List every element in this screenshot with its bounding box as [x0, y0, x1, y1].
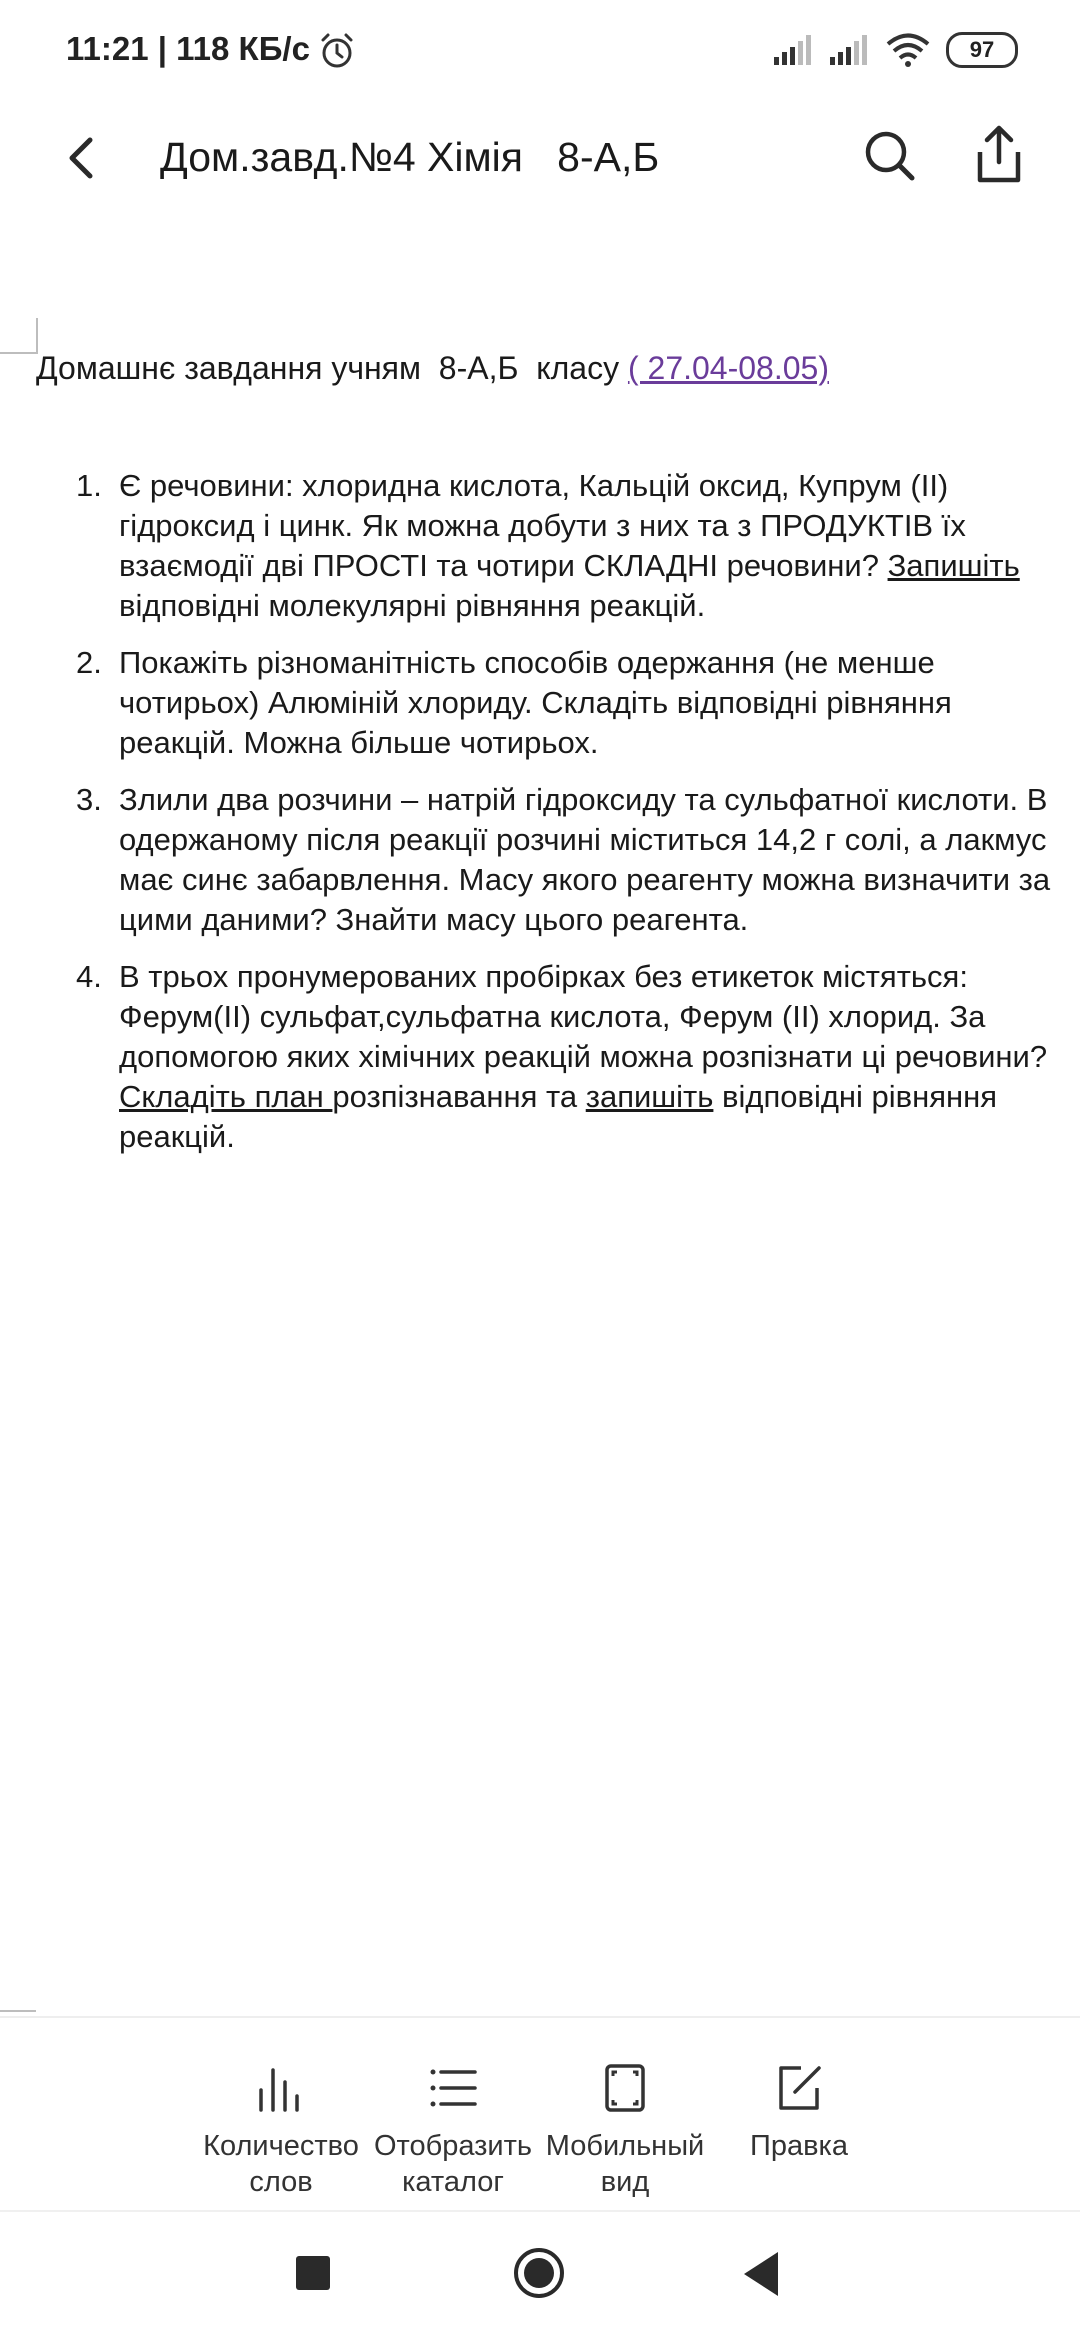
tool-label: Правка — [750, 2130, 848, 2162]
tool-label: Количество — [203, 2130, 359, 2162]
battery-icon — [946, 32, 1018, 68]
tool-label: слов — [249, 2166, 313, 2198]
list-icon — [425, 2060, 481, 2116]
signal-icon — [774, 35, 814, 65]
task-line: Покажіть різноманітність способів одержання (не менше — [119, 645, 935, 680]
task-line: реакцій. Можна більше чотирьох. — [119, 725, 599, 760]
task-line: має синє забарвлення. Масу якого реагенту можна визначити за — [119, 862, 1051, 897]
status-time: 11:21 | 118 КБ/с — [66, 30, 310, 67]
share-icon[interactable] — [966, 122, 1032, 188]
square-icon[interactable] — [296, 2256, 330, 2290]
task-line: Є речовини: хлоридна кислота, Кальцій оксид, Купрум (ІІ) — [119, 468, 949, 503]
edit-icon — [771, 2060, 827, 2116]
task-line: цими даними? Знайти масу цього реагента. — [119, 902, 749, 937]
tool-label: Отобразить — [373, 2130, 533, 2162]
tool-label: каталог — [402, 2166, 504, 2198]
document-title: Дом.завд.№4 Хімія 8-А,Б — [160, 134, 660, 180]
status-icons — [774, 28, 1018, 72]
task-line: Злили два розчини – натрій гідроксиду та сульфатної кислоти. В — [119, 782, 1048, 817]
task-line — [119, 546, 1080, 586]
system-nav-bar — [0, 2212, 1080, 2340]
task-item-4 — [0, 957, 1080, 1157]
task-item-1 — [0, 466, 1080, 626]
status-bar — [0, 0, 1080, 100]
page-corner-mark — [0, 318, 38, 354]
back-arrow-icon[interactable] — [50, 126, 114, 190]
date-range-link[interactable]: ( 27.04-08.05) — [627, 350, 829, 386]
document-intro — [36, 350, 829, 387]
task-number: 1. — [76, 468, 102, 503]
fullscreen-icon — [597, 2060, 653, 2116]
signal-icon — [830, 35, 870, 65]
battery-level: 97 — [969, 37, 995, 62]
task-list — [0, 466, 1080, 1174]
toolbar-divider — [0, 2016, 1080, 2018]
bar-chart-icon — [253, 2060, 309, 2116]
circle-icon[interactable] — [512, 2246, 566, 2300]
task-line: чотирьох) Алюміній хлориду. Складіть відповідні рівняння — [119, 685, 952, 720]
mobile-view-button[interactable] — [540, 2060, 710, 2200]
triangle-back-icon[interactable] — [738, 2248, 784, 2300]
task-number: 4. — [76, 959, 102, 994]
task-text: відповідні рівняння — [713, 1079, 998, 1114]
task-line: Ферум(ІІ) сульфат,сульфатна кислота, Ферум (ІІ) хлорид. За — [119, 999, 986, 1034]
task-line: гідроксид і цинк. Як можна добути з них та з ПРОДУКТІВ їх — [119, 508, 966, 543]
tool-label: вид — [600, 2166, 650, 2198]
task-line: допомогою яких хімічних реакцій можна розпізнати ці речовини? — [119, 1039, 1048, 1074]
task-number: 2. — [76, 645, 102, 680]
underlined-text: запишіть — [585, 1079, 714, 1114]
edit-button[interactable] — [714, 2060, 884, 2164]
wifi-icon — [886, 33, 930, 67]
page-corner-mark — [0, 2010, 36, 2012]
bottom-toolbar — [0, 2060, 1080, 2210]
task-line — [119, 1077, 1080, 1117]
task-line: відповідні молекулярні рівняння реакцій. — [119, 588, 706, 623]
intro-text: Домашнє завдання учням 8-А,Б класу — [36, 350, 628, 386]
task-item-3 — [0, 780, 1080, 940]
alarm-icon — [318, 32, 356, 70]
task-item-2 — [0, 643, 1080, 763]
underlined-text: Складіть план — [119, 1079, 333, 1114]
task-text: взаємодії дві ПРОСТІ та чотири СКЛАДНІ речовини? — [119, 548, 888, 583]
task-line: В трьох пронумерованих пробірках без етикеток містяться: — [119, 959, 968, 994]
show-catalog-button[interactable] — [368, 2060, 538, 2200]
task-line: реакцій. — [119, 1119, 235, 1154]
task-line: одержаному після реакції розчині міститься 14,2 г солі, а лакмус — [119, 822, 1047, 857]
app-header — [0, 100, 1080, 220]
task-text: розпізнавання та — [332, 1079, 586, 1114]
word-count-button[interactable] — [196, 2060, 366, 2200]
search-icon[interactable] — [858, 124, 922, 188]
tool-label: Мобильный — [545, 2130, 705, 2162]
task-number: 3. — [76, 782, 102, 817]
underlined-text: Запишіть — [887, 548, 1020, 583]
